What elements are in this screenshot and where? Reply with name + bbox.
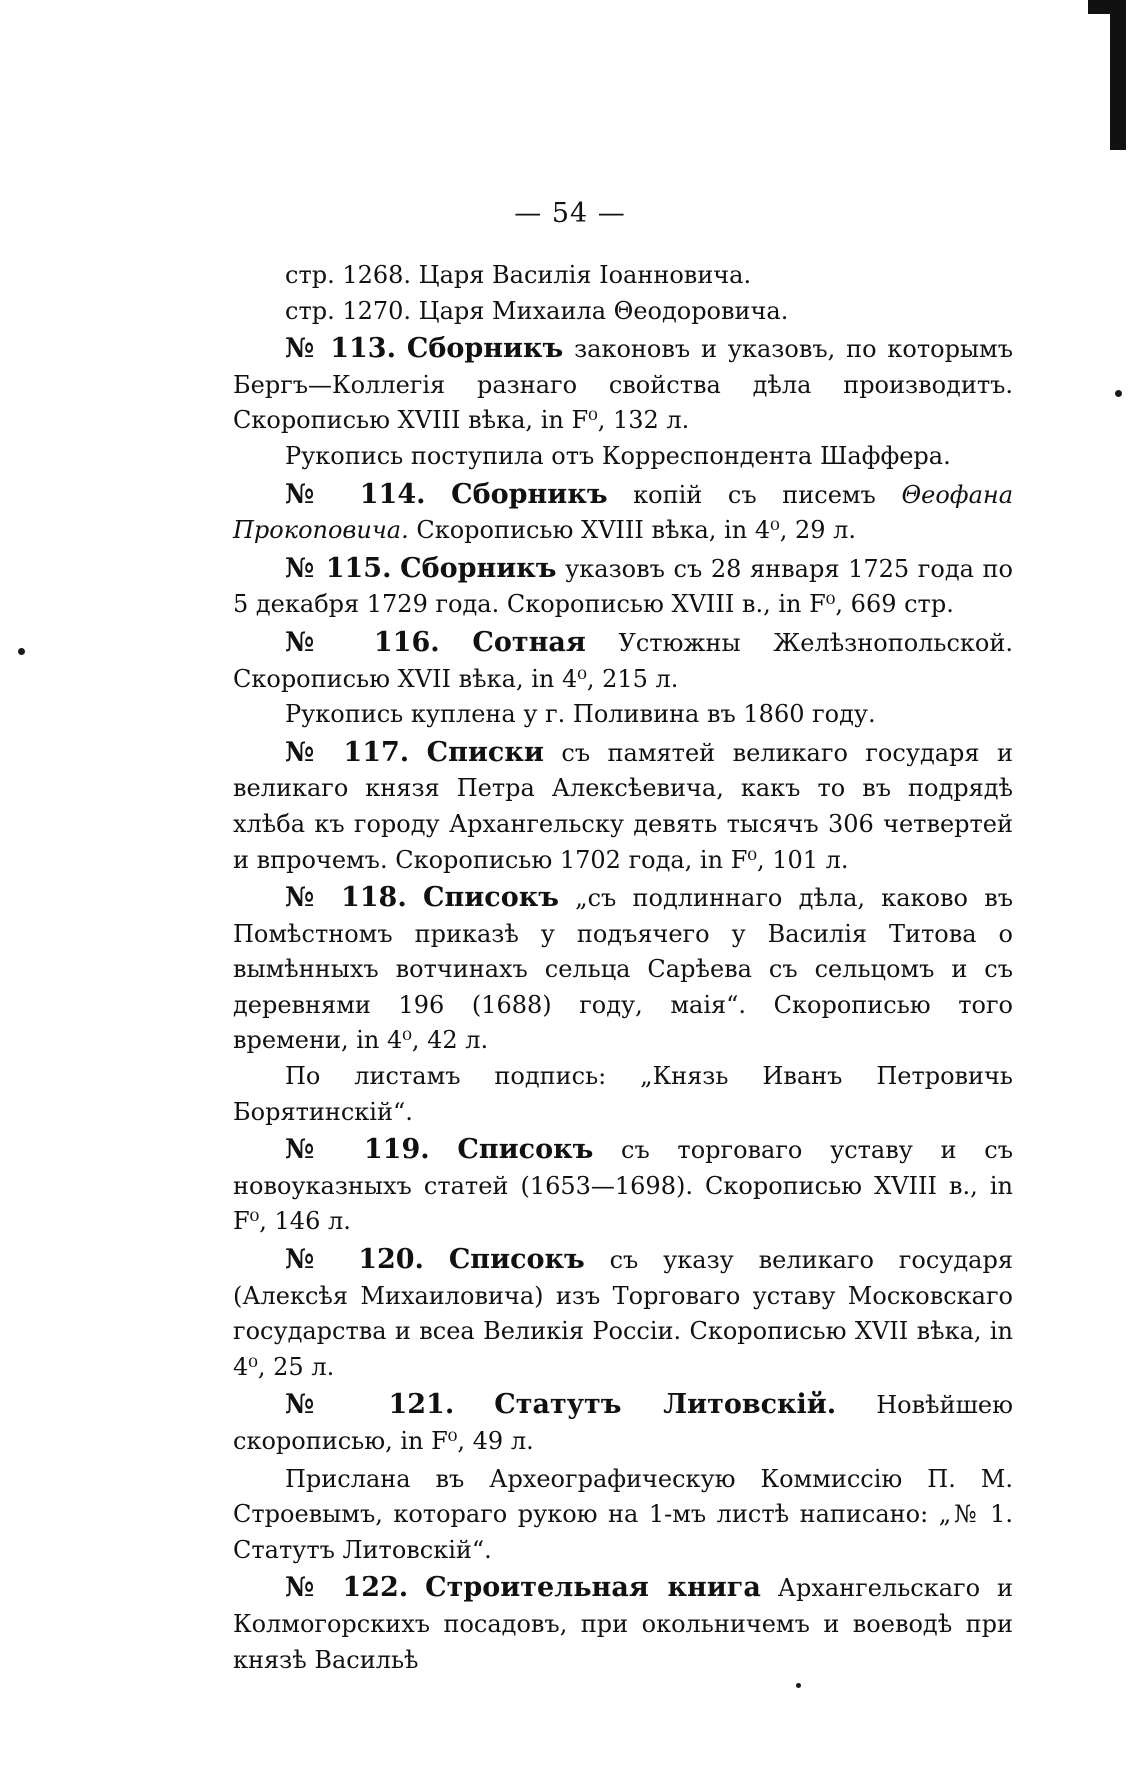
entry-text: съ указу великаго государя (Алексѣя Михаиловича) изъ Торговаго уставу Московскаго государства и всеа Великія Россіи. Скорописью XVII вѣка, in 4⁰, 25 л. [233,1246,1013,1381]
entry-text: Архангельскаго и Колмогорскихъ посадовъ, при окольничемъ и воеводѣ при князѣ Васильѣ [233,1574,1013,1674]
scan-speck [796,1683,801,1688]
entry-text: стр. 1270. Царя Михаила Θеодоровича. [285,296,789,325]
entry-text: Скорописью XVIII вѣка, in 4⁰, 29 л. [408,516,857,545]
scan-edge-bar [1110,0,1126,150]
entry-number: № 115. [285,552,392,584]
entry-115 [233,551,1013,623]
entry-author: Θеофана Прокоповича. [233,480,1014,545]
entry-title: Списокъ [422,882,559,914]
entry-note [233,1462,1013,1569]
page-number: — 54 — [514,198,626,229]
entry-title: Списокъ [448,1244,585,1276]
entry-title: Сборникъ [451,478,608,510]
entry-note [233,439,1013,475]
entry-number: № 117. [285,736,410,768]
entry-line [233,294,1013,330]
entry-116 [233,625,1013,697]
entry-title: Списокъ [457,1134,594,1166]
entry-number: № 118. [285,882,407,914]
text-body [233,258,1013,1678]
entry-122 [233,1570,1013,1678]
entry-117 [233,735,1013,878]
scan-speck [18,648,25,655]
entry-number: № 116. [285,626,440,658]
entry-text: съ памятей великаго государя и великаго князя Петра Алексѣевича, какъ то въ подрядѣ хлѣба къ городу Архангельску девять тысячъ 306 четвертей и впрочемъ. Скорописью 1702 года, in F⁰, 101 л. [233,738,1013,874]
entry-number: № 122. [285,1572,409,1604]
entry-text: съ торговаго уставу и съ новоуказныхъ статей (1653—1698). Скорописью XVIII в., in F⁰, 146 л. [233,1136,1013,1236]
entry-119 [233,1132,1013,1240]
entry-text: „съ подлиннаго дѣла, каково въ Помѣстномъ приказѣ у подъячего у Василія Титова о вымѣнныхъ вотчинахъ сельца Сарѣева съ сельцомъ и съ деревнями 196 (1688) году, маія“. Скорописью того времени, in 4⁰, 42 л. [233,884,1013,1055]
entry-title: Строительная книга [425,1572,761,1604]
entry-text: По листамъ подпись: „Князь Иванъ Петровичь Борятинскій“. [233,1062,1013,1126]
entry-text: Новѣйшею скорописью, in F⁰, 49 л. [233,1391,1013,1455]
entry-note [233,1059,1013,1130]
entry-text: стр. 1268. Царя Василія Іоанновича. [285,261,752,289]
entry-title: Статутъ Литовскій. [494,1389,837,1421]
entry-text: Рукопись куплена у г. Поливина въ 1860 году. [285,700,876,729]
entry-120 [233,1242,1013,1385]
entry-text: указовъ съ 28 января 1725 года по 5 декабря 1729 года. Скорописью XVIII в., in F⁰, 669 стр. [233,554,1013,619]
entry-number: № 114. [285,478,426,510]
scan-speck [1115,390,1122,397]
entry-number: № 119. [285,1134,430,1166]
entry-title: Сотная [472,626,586,658]
entry-text: Рукопись поступила отъ Корреспондента Шаффера. [285,441,951,470]
entry-text: Прислана въ Археографическую Коммиссію П. М. Строевымъ, котораго рукою на 1-мъ листѣ написано: „№ 1. Статутъ Литовскій“. [233,1464,1013,1564]
entry-113 [233,331,1013,439]
entry-text: Устюжны Желѣзнопольской. Скорописью XVII вѣка, in 4⁰, 215 л. [233,628,1013,693]
entry-title: Списки [426,736,544,768]
entry-text: законовъ и указовъ, по которымъ Бергъ—Коллегія разнаго свойства дѣла производитъ. Скорописью XVIII вѣка, in F⁰, 132 л. [233,335,1013,435]
entry-title: Сборникъ [406,333,564,365]
entry-number: № 120. [285,1244,424,1276]
entry-text: копій съ писемъ [607,480,902,509]
entry-line [233,258,1013,294]
entry-number: № 121. [285,1389,455,1421]
entry-114 [233,477,1013,549]
entry-118 [233,880,1013,1059]
entry-121 [233,1387,1013,1459]
entry-note [233,697,1013,733]
entry-number: № 113. [285,333,396,365]
entry-title: Сборникъ [400,552,557,584]
